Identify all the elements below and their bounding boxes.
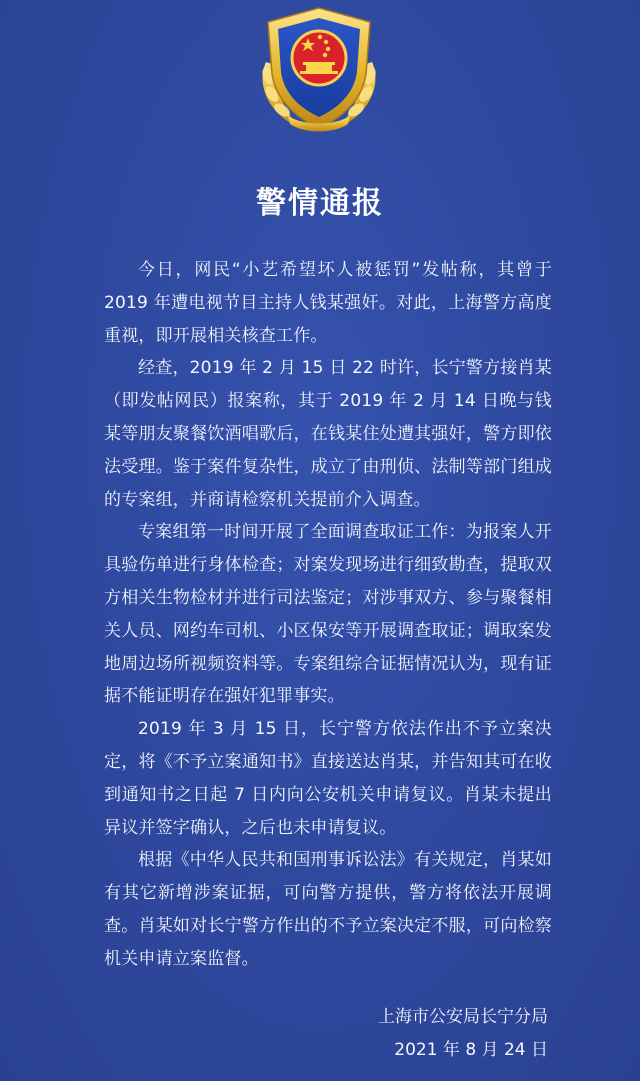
paragraph: 2019 年 3 月 15 日，长宁警方依法作出不予立案决定，将《不予立案通知书》直接送达肖某，并告知其可在收到通知书之日起 7 日内向公安机关申请复议。肖某未提出异议并签字确认，之后也未申请复议。: [104, 719, 552, 838]
notice-body: [104, 254, 552, 976]
paragraph: 今日，网民“小艺希望坏人被惩罚”发帖称，其曾于 2019 年遭电视节目主持人钱某强奸。对此，上海警方高度重视，即开展相关核查工作。: [104, 260, 552, 346]
paragraph: 经查，2019 年 2 月 15 日 22 时许，长宁警方接肖某（即发帖网民）报案称，其于 2019 年 2 月 14 日晚与钱某等朋友聚餐饮酒唱歌后，在钱某住处遭其强奸，警方即依法受理。鉴于案件复杂性，成立了由刑侦、法制等部门组成的专案组，并商请检察机关提前介入调查。: [104, 358, 552, 510]
signature-date: 2021 年 8 月 24 日: [394, 1040, 548, 1060]
police-emblem-icon: [248, 4, 390, 140]
paragraph: 专案组第一时间开展了全面调查取证工作：为报案人开具验伤单进行身体检查；对案发现场进行细致勘查，提取双方相关生物检材并进行司法鉴定；对涉事双方、参与聚餐相关人员、网约车司机、小区保安等开展调查取证；调取案发地周边场所视频资料等。专案组综合证据情况认为，现有证据不能证明存在强奸犯罪事实。: [104, 522, 552, 707]
page-title: 警情通报: [256, 186, 384, 221]
signature-organization: 上海市公安局长宁分局: [378, 1007, 548, 1027]
paragraph: 根据《中华人民共和国刑事诉讼法》有关规定，肖某如有其它新增涉案证据，可向警方提供，警方将依法开展调查。肖某如对长宁警方作出的不予立案决定不服，可向检察机关申请立案监督。: [104, 850, 552, 969]
